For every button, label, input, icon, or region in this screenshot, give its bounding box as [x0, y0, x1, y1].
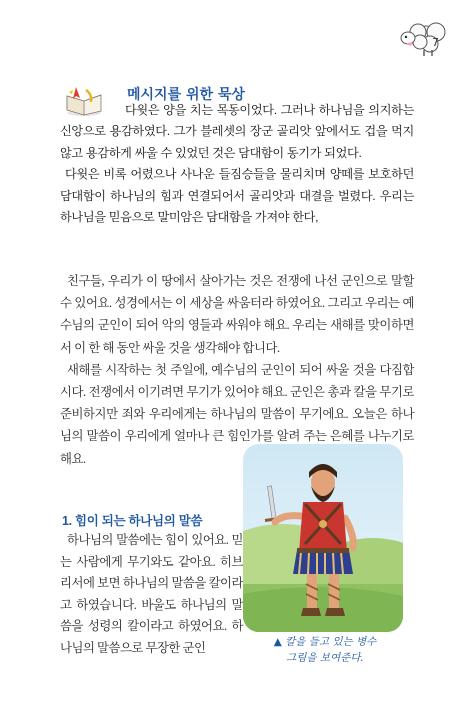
caption-line: ▲ 칼을 들고 있는 병수: [273, 636, 377, 648]
meditation-text: [60, 100, 414, 228]
body-text: [60, 270, 414, 470]
section-text: [60, 530, 243, 660]
section-title: 1. 힘이 되는 하나님의 말씀: [62, 514, 203, 528]
illustration-caption: [250, 634, 400, 666]
body-paragraph: 새해를 시작하는 첫 주일에, 예수님의 군인이 되어 싸울 것을 다짐합시다. 전쟁에서 이기려면 무기가 있어야 해요. 군인은 총과 칼을 무기로 준비하지만 죄와 우리에게는 하나님의 말씀이 무기에요. 오늘은 하나님의 말씀이 우리에게 얼마나 큰 힘인가를 알려 주는 은혜를 나누기로 해요.: [60, 362, 414, 466]
soldier-illustration: [243, 444, 403, 632]
caption-line: 그림을 보여준다.: [286, 652, 364, 664]
body-paragraph: 친구들, 우리가 이 땅에서 살아가는 것은 전쟁에 나선 군인으로 말할 수 있어요. 성경에서는 이 세상을 싸움터라 하였어요. 그리고 우리는 예수님의 군인이 되어 악의 영들과 싸워야 해요. 우리는 새해를 맞이하면서 이 한 해 동안 싸울 것을 생각해야 합니다.: [60, 274, 414, 355]
sheep-icon: [396, 14, 458, 58]
page-number: 7: [432, 36, 439, 49]
meditation-paragraph: 다윗은 비록 어렸으나 사나운 들짐승들을 물리치며 양떼를 보호하던 담대함이 하나님의 힘과 연결되어서 골리앗과 대결을 벌렸다. 우리는 하나님을 믿음으로 말미암은 담대함을 가져야 한다,: [60, 167, 414, 225]
meditation-paragraph: 다윗은 양을 치는 목동이었다. 그러나 하나님을 의지하는 신앙으로 용감하였다. 그가 블레셋의 장군 골리앗 앞에서도 겁을 먹지 않고 용감하게 싸울 수 있었던 것은 담대함이 동기가 되었다.: [60, 103, 414, 160]
section-paragraph: 하나님의 말씀에는 힘이 있어요. 믿는 사람에게 무기와도 같아요. 히브리서에 보면 하나님의 말씀을 칼이라고 하였습니다. 바울도 하나님의 말씀을 성령의 칼이라고 하였어요. 하나님의 말씀으로 무장한 군인: [60, 533, 243, 655]
meditation-title: 메시지를 위한 묵상: [127, 87, 245, 103]
